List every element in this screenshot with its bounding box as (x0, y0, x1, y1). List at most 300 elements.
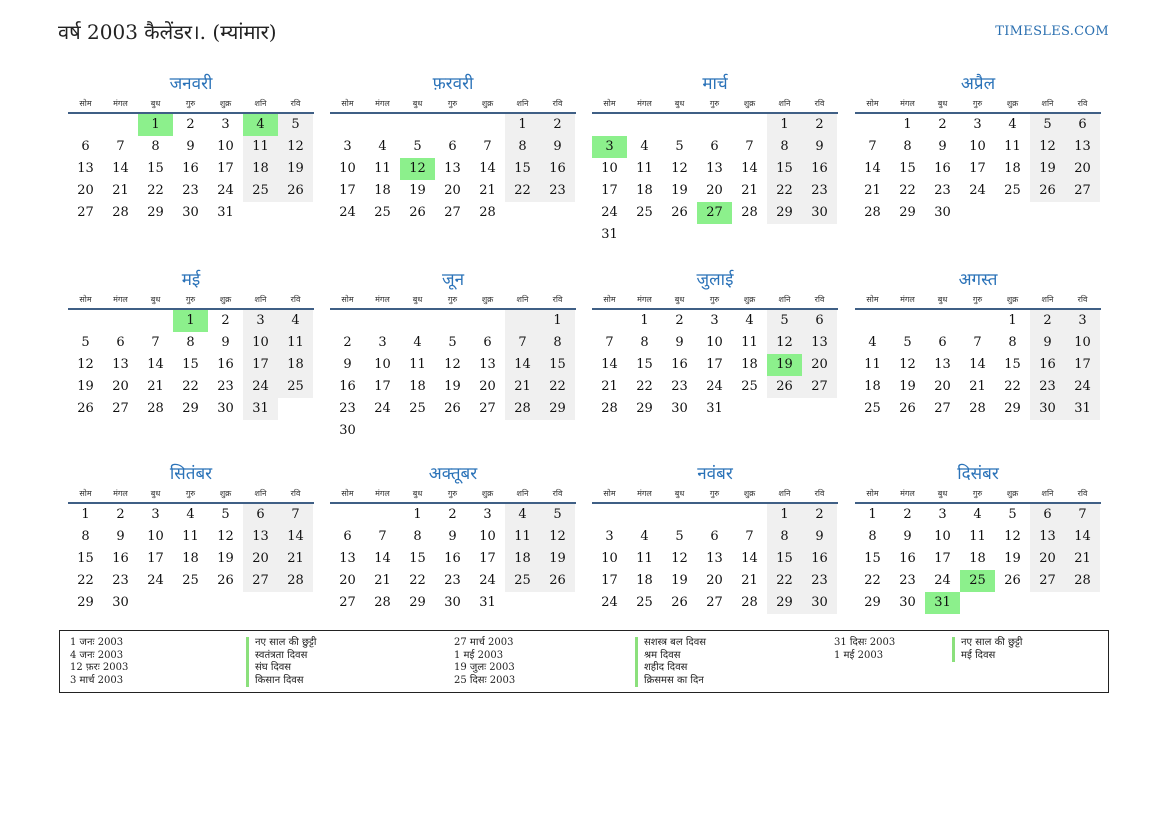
day-cell: 15 (767, 158, 802, 180)
day-cell: 1 (505, 114, 540, 136)
weekday-label: सोम (866, 99, 879, 108)
weekday-label: मंगल (113, 295, 128, 304)
day-grid (855, 114, 1101, 224)
day-cell: 22 (540, 376, 575, 398)
weekday-label: गुरु (972, 99, 983, 108)
day-cell: 18 (243, 158, 278, 180)
holiday-names-col-2 (635, 637, 706, 687)
empty-cell (138, 592, 173, 614)
empty-cell (278, 398, 313, 420)
day-cell: 24 (374, 401, 391, 416)
month-calendar (855, 462, 1101, 614)
day-cell: 27 (802, 376, 837, 398)
day-cell: 13 (479, 357, 496, 372)
day-cell: 25 (243, 180, 278, 202)
weekday-label: शुक्र (743, 489, 756, 498)
holiday-name: किसान दिवस (246, 675, 317, 688)
holiday-name: संघ दिवस (246, 662, 317, 675)
day-cell: 21 (479, 183, 496, 198)
day-cell: 31 (217, 205, 234, 220)
day-cell: 24 (934, 573, 951, 588)
day-cell: 17 (706, 357, 723, 372)
day-cell: 20 (706, 573, 723, 588)
empty-cell (732, 398, 767, 420)
month-name: अगस्त (958, 270, 998, 290)
day-cell: 24 (969, 183, 986, 198)
day-cell: 16 (444, 551, 461, 566)
day-cell: 26 (77, 401, 94, 416)
weekday-label: शनि (1041, 99, 1054, 108)
day-cell: 28 (112, 205, 129, 220)
day-cell: 21 (601, 379, 618, 394)
weekday-label: मंगल (375, 489, 390, 498)
month-calendar (68, 72, 314, 224)
month-calendar (592, 462, 838, 614)
day-cell: 18 (741, 357, 758, 372)
day-cell: 10 (243, 332, 278, 354)
empty-cell (435, 310, 470, 332)
month-name: जुलाई (696, 270, 734, 290)
day-cell: 28 (278, 570, 313, 592)
day-cell: 20 (243, 548, 278, 570)
weekday-label: मंगल (113, 99, 128, 108)
day-cell: 16 (802, 158, 837, 180)
day-cell: 8 (540, 332, 575, 354)
weekday-header (68, 486, 314, 504)
month-calendar (68, 268, 314, 420)
weekday-label: बुध (674, 489, 685, 498)
holiday-name: मई दिवस (952, 650, 1023, 663)
weekday-label: रवि (1077, 489, 1088, 498)
weekday-header (330, 486, 576, 504)
day-cell: 3 (938, 507, 947, 522)
holiday-date: 25 दिसः 2003 (454, 674, 516, 686)
empty-cell (470, 114, 505, 136)
day-cell: 10 (339, 161, 356, 176)
day-cell: 30 (899, 595, 916, 610)
day-cell: 22 (864, 573, 881, 588)
weekday-label: शुक्र (743, 99, 756, 108)
weekday-label: सोम (603, 99, 616, 108)
day-cell: 30 (112, 595, 129, 610)
empty-cell (960, 310, 995, 332)
day-cell: 22 (636, 379, 653, 394)
day-cell: 13 (934, 357, 951, 372)
empty-cell (1030, 202, 1065, 224)
day-cell: 22 (77, 573, 94, 588)
day-cell: 28 (741, 595, 758, 610)
day-cell: 14 (112, 161, 129, 176)
weekday-label: गुरु (185, 99, 196, 108)
month-calendar (330, 72, 576, 224)
day-cell: 7 (745, 139, 754, 154)
empty-cell (732, 504, 767, 526)
day-cell: 12 (899, 357, 916, 372)
day-cell: 6 (116, 335, 125, 350)
day-cell: 6 (448, 139, 457, 154)
day-grid (592, 310, 838, 420)
day-cell: 27 (1030, 570, 1065, 592)
day-cell: 14 (505, 354, 540, 376)
day-cell: 23 (444, 573, 461, 588)
day-cell: 30 (217, 401, 234, 416)
month-calendar (592, 72, 838, 246)
day-grid (592, 504, 838, 614)
day-cell: 28 (1065, 570, 1100, 592)
day-cell: 25 (864, 401, 881, 416)
weekday-label: बुध (150, 99, 161, 108)
day-cell: 17 (217, 161, 234, 176)
day-cell: 25 (636, 205, 653, 220)
day-cell: 9 (540, 136, 575, 158)
empty-cell (208, 592, 243, 614)
weekday-label: मंगल (637, 295, 652, 304)
day-cell: 10 (601, 551, 618, 566)
day-cell: 9 (675, 335, 684, 350)
day-cell: 15 (864, 551, 881, 566)
day-cell: 26 (1030, 180, 1065, 202)
weekday-label: बुध (937, 99, 948, 108)
day-cell: 11 (636, 551, 653, 566)
weekday-label: रवि (290, 99, 301, 108)
weekday-label: शनि (254, 489, 267, 498)
day-cell: 21 (1065, 548, 1100, 570)
day-cell: 4 (868, 335, 877, 350)
weekday-label: सोम (79, 295, 92, 304)
day-cell: 8 (767, 526, 802, 548)
weekday-label: शुक्र (743, 295, 756, 304)
empty-cell (540, 420, 575, 442)
weekday-label: मंगल (637, 99, 652, 108)
day-cell: 23 (182, 183, 199, 198)
weekday-label: मंगल (375, 99, 390, 108)
day-grid (68, 114, 314, 224)
empty-cell (173, 592, 208, 614)
weekday-label: मंगल (900, 295, 915, 304)
day-cell: 28 (147, 401, 164, 416)
day-cell: 7 (605, 335, 614, 350)
day-cell: 16 (934, 161, 951, 176)
weekday-label: रवि (552, 99, 563, 108)
day-cell: 20 (934, 379, 951, 394)
day-cell: 29 (636, 401, 653, 416)
day-cell: 26 (671, 205, 688, 220)
weekday-label: शनि (254, 99, 267, 108)
day-cell: 14 (1065, 526, 1100, 548)
day-cell: 7 (483, 139, 492, 154)
day-cell: 5 (413, 139, 422, 154)
empty-cell (767, 224, 802, 246)
day-cell: 5 (675, 139, 684, 154)
empty-cell (732, 224, 767, 246)
day-cell: 12 (77, 357, 94, 372)
day-cell: 16 (899, 551, 916, 566)
month-name: मई (181, 270, 201, 290)
day-cell: 6 (483, 335, 492, 350)
day-cell: 5 (1008, 507, 1017, 522)
day-cell: 8 (640, 335, 649, 350)
month-name: जून (441, 270, 465, 290)
weekday-label: शनि (516, 489, 529, 498)
day-cell: 5 (767, 310, 802, 332)
empty-cell (400, 420, 435, 442)
day-cell: 24 (339, 205, 356, 220)
day-cell: 24 (217, 183, 234, 198)
day-cell: 1 (868, 507, 877, 522)
weekday-label: मंगल (637, 489, 652, 498)
empty-cell (960, 202, 995, 224)
day-cell: 6 (81, 139, 90, 154)
day-cell: 4 (505, 504, 540, 526)
day-cell: 21 (741, 183, 758, 198)
day-cell: 13 (77, 161, 94, 176)
empty-cell (732, 114, 767, 136)
day-cell: 17 (374, 379, 391, 394)
day-cell: 31 (925, 592, 960, 614)
empty-cell (365, 310, 400, 332)
day-cell: 27 (697, 202, 732, 224)
empty-cell (505, 592, 540, 614)
day-cell: 12 (400, 158, 435, 180)
day-cell: 28 (601, 401, 618, 416)
day-cell: 29 (767, 592, 802, 614)
day-cell: 11 (278, 332, 313, 354)
day-cell: 18 (969, 551, 986, 566)
day-cell: 20 (706, 183, 723, 198)
day-cell: 29 (540, 398, 575, 420)
day-cell: 4 (378, 139, 387, 154)
day-cell: 11 (409, 357, 426, 372)
day-cell: 18 (278, 354, 313, 376)
day-cell: 9 (221, 335, 230, 350)
weekday-label: बुध (937, 489, 948, 498)
day-cell: 29 (409, 595, 426, 610)
day-cell: 15 (409, 551, 426, 566)
day-cell: 9 (116, 529, 125, 544)
holiday-name: सशस्त्र बल दिवस (635, 637, 706, 650)
weekday-label: शुक्र (1006, 295, 1019, 304)
day-cell: 29 (182, 401, 199, 416)
day-cell: 28 (969, 401, 986, 416)
day-cell: 4 (640, 139, 649, 154)
day-cell: 17 (969, 161, 986, 176)
weekday-label: सोम (603, 295, 616, 304)
day-cell: 27 (934, 401, 951, 416)
day-cell: 3 (483, 507, 492, 522)
empty-cell (400, 310, 435, 332)
month-name: मार्च (702, 74, 728, 94)
day-cell: 21 (864, 183, 881, 198)
day-cell: 18 (1004, 161, 1021, 176)
day-cell: 27 (243, 570, 278, 592)
day-cell: 10 (601, 161, 618, 176)
day-cell: 6 (1065, 114, 1100, 136)
day-cell: 23 (802, 180, 837, 202)
day-cell: 3 (710, 313, 719, 328)
month-name: अक्तूबर (428, 464, 478, 484)
empty-cell (365, 504, 400, 526)
day-cell: 10 (374, 357, 391, 372)
empty-cell (627, 224, 662, 246)
day-cell: 14 (969, 357, 986, 372)
day-cell: 11 (1004, 139, 1021, 154)
day-cell: 17 (934, 551, 951, 566)
empty-cell (278, 202, 313, 224)
weekday-header (855, 96, 1101, 114)
day-cell: 24 (706, 379, 723, 394)
empty-cell (855, 114, 890, 136)
weekday-label: बुध (412, 99, 423, 108)
weekday-label: शनि (516, 99, 529, 108)
day-cell: 26 (217, 573, 234, 588)
weekday-label: शुक्र (1006, 489, 1019, 498)
day-cell: 4 (640, 529, 649, 544)
day-cell: 8 (186, 335, 195, 350)
day-cell: 19 (217, 551, 234, 566)
weekday-label: गुरु (447, 489, 458, 498)
empty-cell (890, 310, 925, 332)
holiday-date: 1 जनः 2003 (70, 637, 124, 648)
weekday-label: शुक्र (481, 295, 494, 304)
empty-cell (592, 504, 627, 526)
day-cell: 2 (186, 117, 195, 132)
day-cell: 19 (540, 548, 575, 570)
empty-cell (278, 592, 313, 614)
day-cell: 27 (444, 205, 461, 220)
day-cell: 7 (278, 504, 313, 526)
weekday-header (592, 96, 838, 114)
day-cell: 5 (448, 335, 457, 350)
day-cell: 1 (1008, 313, 1017, 328)
day-cell: 13 (1065, 136, 1100, 158)
day-cell: 8 (413, 529, 422, 544)
empty-cell (470, 310, 505, 332)
weekday-label: रवि (814, 295, 825, 304)
day-cell: 7 (505, 332, 540, 354)
day-cell: 21 (278, 548, 313, 570)
day-cell: 14 (741, 551, 758, 566)
day-cell: 23 (540, 180, 575, 202)
weekday-label: मंगल (113, 489, 128, 498)
day-cell: 25 (182, 573, 199, 588)
day-cell: 11 (636, 161, 653, 176)
day-cell: 2 (802, 114, 837, 136)
weekday-label: शनि (254, 295, 267, 304)
day-cell: 28 (741, 205, 758, 220)
weekday-label: सोम (341, 489, 354, 498)
day-cell: 9 (802, 136, 837, 158)
day-cell: 20 (1030, 548, 1065, 570)
day-grid (855, 504, 1101, 614)
empty-cell (435, 114, 470, 136)
day-cell: 13 (243, 526, 278, 548)
weekday-label: सोम (866, 295, 879, 304)
day-cell: 15 (77, 551, 94, 566)
day-cell: 18 (864, 379, 881, 394)
day-cell: 26 (1004, 573, 1021, 588)
empty-cell (505, 202, 540, 224)
weekday-label: शनि (516, 295, 529, 304)
weekday-label: गुरु (447, 99, 458, 108)
day-cell: 31 (479, 595, 496, 610)
day-cell: 14 (374, 551, 391, 566)
day-cell: 26 (278, 180, 313, 202)
site-link[interactable]: TIMESLES.COM (995, 24, 1109, 39)
holiday-dates-col-2 (454, 637, 515, 687)
day-cell: 4 (186, 507, 195, 522)
day-cell: 11 (505, 526, 540, 548)
day-cell: 30 (1030, 398, 1065, 420)
weekday-label: रवि (814, 489, 825, 498)
day-cell: 2 (1030, 310, 1065, 332)
empty-cell (400, 114, 435, 136)
day-cell: 12 (278, 136, 313, 158)
day-cell: 6 (710, 139, 719, 154)
weekday-label: बुध (412, 295, 423, 304)
day-cell: 14 (864, 161, 881, 176)
day-cell: 9 (903, 529, 912, 544)
empty-cell (435, 420, 470, 442)
month-name: फ़रवरी (432, 74, 474, 94)
day-cell: 12 (217, 529, 234, 544)
day-cell: 17 (243, 354, 278, 376)
day-cell: 8 (151, 139, 160, 154)
day-cell: 9 (1030, 332, 1065, 354)
day-cell: 26 (671, 595, 688, 610)
holiday-dates-col-1 (70, 637, 128, 687)
day-cell: 6 (938, 335, 947, 350)
empty-cell (627, 504, 662, 526)
weekday-header (592, 486, 838, 504)
weekday-label: शनि (1041, 295, 1054, 304)
day-cell: 13 (706, 161, 723, 176)
day-cell: 7 (745, 529, 754, 544)
day-cell: 19 (77, 379, 94, 394)
day-cell: 29 (864, 595, 881, 610)
day-cell: 22 (899, 183, 916, 198)
day-cell: 14 (278, 526, 313, 548)
page-title: वर्ष 2003 कैलेंडर।. (म्यांमार) (58, 20, 277, 44)
day-cell: 9 (448, 529, 457, 544)
day-cell: 27 (77, 205, 94, 220)
empty-cell (103, 310, 138, 332)
weekday-label: शुक्र (481, 99, 494, 108)
day-cell: 23 (802, 570, 837, 592)
weekday-label: शनि (778, 489, 791, 498)
weekday-label: गुरु (185, 295, 196, 304)
day-cell: 31 (601, 227, 618, 242)
day-cell: 5 (81, 335, 90, 350)
day-cell: 27 (706, 595, 723, 610)
weekday-label: सोम (79, 99, 92, 108)
weekday-label: सोम (603, 489, 616, 498)
day-grid (592, 114, 838, 246)
day-cell: 4 (278, 310, 313, 332)
day-cell: 10 (706, 335, 723, 350)
day-cell: 16 (671, 357, 688, 372)
empty-cell (68, 310, 103, 332)
weekday-label: गुरु (447, 295, 458, 304)
day-cell: 8 (767, 136, 802, 158)
day-cell: 8 (505, 136, 540, 158)
day-cell: 14 (741, 161, 758, 176)
day-cell: 13 (112, 357, 129, 372)
day-cell: 16 (182, 161, 199, 176)
weekday-label: रवि (1077, 99, 1088, 108)
month-calendar (592, 268, 838, 420)
weekday-label: बुध (937, 295, 948, 304)
day-cell: 19 (899, 379, 916, 394)
